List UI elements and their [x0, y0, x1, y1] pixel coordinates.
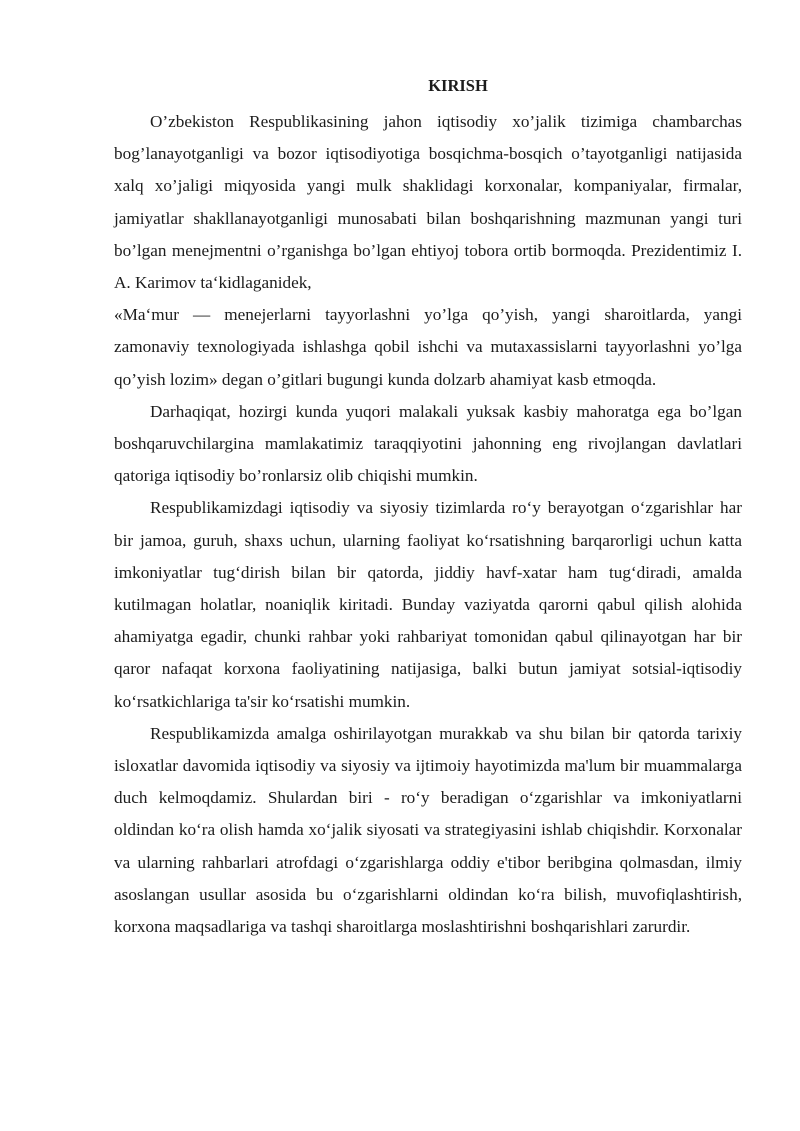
paragraph-darhaqiqat: Darhaqiqat, hozirgi kunda yuqori malakali yuksak kasbiy mahoratga ega bo’lgan boshqaruvchilargina mamlakatimiz taraqqiyotini jahonning eng rivojlangan davlatlari qatoriga iqtisodiy bo’ronlarsiz olib chiqishi mumkin. [114, 401, 742, 486]
document-page [114, 72, 742, 943]
paragraph-quote: «Ma‘mur — menejerlarni tayyorlashni yo’lga qo’yish, yangi sharoitlarda, yangi zamonaviy texnologiyada ishlashga qobil ishchi va mutaxassislarni tayyorlashni yo’lga qo’yish lozim» degan o’gitlari bugungi kunda dolzarb ahamiyat kasb etmoqda. [114, 305, 742, 389]
paragraph-iqtisodiy-tizimlar: Respublikamizdagi iqtisodiy va siyosiy tizimlarda ro‘y berayotgan o‘zgarishlar har bir jamoa, guruh, shaxs uchun, ularning faoliyat ko‘rsatishning barqarorligi uchun katta imkoniyatlar tug‘dirish bilan bir qatorda, jiddiy havf-xatar ham tug‘diradi, amalda kutilmagan holatlar, noaniqlik kiritadi. Bunday vaziyatda qarorni qabul qilish alohida ahamiyatga egadir, chunki rahbar yoki rahbariyat tomonidan qabul qilinayotgan har bir qaror nafaqat korxona faoliyatining natijasiga, balki butun jamiyat sotsial-iqtisodiy ko‘rsatkichlariga ta'sir ko‘rsatishi mumkin. [114, 498, 742, 711]
paragraph-intro: O’zbekiston Respublikasining jahon iqtisodiy xo’jalik tizimiga chambarchas bog’lanayotganligi va bozor iqtisodiyotiga bosqichma-bosqich o’tayotganligi natijasida xalq xo’jaligi miqyosida yangi mulk shaklidagi korxonalar, kompaniyalar, firmalar, jamiyatlar shakllanayotganligi munosabati bilan boshqarishning mazmunan yangi turi bo’lgan menejmentni o’rganishga bo’lgan ehtiyoj tobora ortib bormoqda. Prezidentimiz I. A. Karimov ta‘kidlaganidek, [114, 112, 742, 293]
page-title: KIRISH [428, 76, 488, 95]
paragraph-isloxatlar: Respublikamizda amalga oshirilayotgan murakkab va shu bilan bir qatorda tarixiy isloxatlar davomida iqtisodiy va siyosiy va ijtimoiy hayotimizda ma'lum bir muammalarga duch kelmoqdamiz. Shulardan biri - ro‘y beradigan o‘zgarishlar va imkoniyatlarni oldindan ko‘ra olish hamda xo‘jalik siyosati va strategiyasini ishlab chiqishdir. Korxonalar va ularning rahbarlari atrofdagi o‘zgarishlarga oddiy e'tibor beribgina qolmasdan, ilmiy asoslangan usullar asosida bu o‘zgarishlarni oldindan ko‘ra bilish, muvofiqlashtirish, korxona maqsadlariga va tashqi sharoitlarga moslashtirishni boshqarishlari zarurdir. [114, 723, 742, 937]
